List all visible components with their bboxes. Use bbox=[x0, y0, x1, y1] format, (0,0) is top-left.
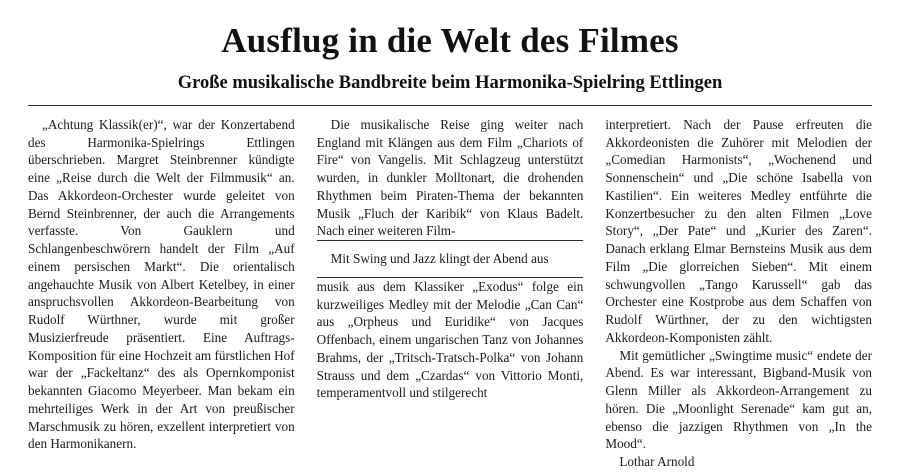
paragraph: Die musikalische Reise ging weiter nach England mit Klängen aus dem Film „Chariots of Fire“ von Vangelis. Mit Schlagzeug unterstützt wurden, in dunkler Molltonart, die drohenden Rhythmen beim Piraten-Thema der bekannten Musik „Fluch der Karibik“ von Klaus Badelt. Nach einer weiteren Film- bbox=[316, 116, 584, 239]
paragraph: Mit gemütlicher „Swingtime music“ endete der Abend. Es war interessant, Bigband-Musik von Glenn Miller als Akkordeon-Arrangement zu hören. Die „Moonlight Serenade“ kam gut an, ebenso die jazzigen Rhythmen von „In the Mood“. bbox=[605, 347, 873, 452]
page-title: Ausflug in die Welt des Filmes bbox=[221, 21, 679, 60]
header-divider bbox=[28, 105, 872, 106]
byline: Lothar Arnold bbox=[619, 454, 695, 470]
paragraph: „Achtung Klassik(er)“, war der Konzertabend des Harmonika-Spielrings Ettlingen überschrieben. Margret Steinbrenner kündigte eine „Reise durch die Welt der Filmmusik“ an. Das Akkordeon-Orchester wurde geleitet von Bernd Steinbrenner, der auch die Arrangements verfasste. Von Gauklern und Schlangenbeschwörern handelt der Film „Auf einem persischen Markt“. Die orientalisch angehauchte Musik von Albert Ketelbey, in einer anspruchsvollen Akkordeon-Bearbeitung von Rudolf Würthner, wurde mit großer Musizierfreude präsentiert. Eine Auftrags-Komposition für eine Hochzeit am fürstlichen Hof war der „Fackeltanz“ des als Opernkomponist bekannten Giacomo Meyerbeer. Man bekam ein mehrteiliges Werk in der Art von preußischer Marschmusik zu hören, exzellent interpretiert von den Harmonikanern. bbox=[28, 116, 295, 452]
article-subhead: Große musikalische Bandbreite beim Harmonika-Spielring Ettlingen bbox=[177, 72, 723, 93]
pullquote-wrap bbox=[317, 240, 584, 278]
paragraph: musik aus dem Klassiker „Exodus“ folge ein kurzweiliges Medley mit der Melodie „Can Can“ aus „Orpheus und Euridike“ von Jacques Offenbach, einem ungarischen Tanz von Johannes Brahms, der „Tritsch-Tratsch-Polka“ von Johann Strauss und dem „Czardas“ von Vittorio Monti, temperamentvoll und stilgerecht bbox=[316, 278, 584, 401]
pullquote: Mit Swing und Jazz klingt der Abend aus bbox=[317, 240, 584, 278]
column-left bbox=[28, 116, 295, 453]
article-columns bbox=[28, 116, 872, 471]
column-middle bbox=[317, 116, 584, 402]
column-right bbox=[605, 116, 872, 471]
paragraph: interpretiert. Nach der Pause erfreuten die Akkordeonisten die Zuhörer mit Melodien der „Comedian Harmonists“, „Wochenend und Sonnenschein“ und „Die schöne Isabella von Kastilien“. Ein weiteres Medley entführte die Konzertbesucher zu den alten Filmen „Love Story“, „Der Pate“ und „Kurier des Zaren“. Danach erklang Elmar Bernsteins Musik aus dem Film „Die glorreichen Sieben“. Mit einem schwungvollen „Tango Karussell“ gab das Orchester eine Kostprobe aus dem Schaffen von Rudolf Würthner, der zu den wichtigsten Akkordeon-Komponisten zählt. bbox=[605, 116, 873, 345]
